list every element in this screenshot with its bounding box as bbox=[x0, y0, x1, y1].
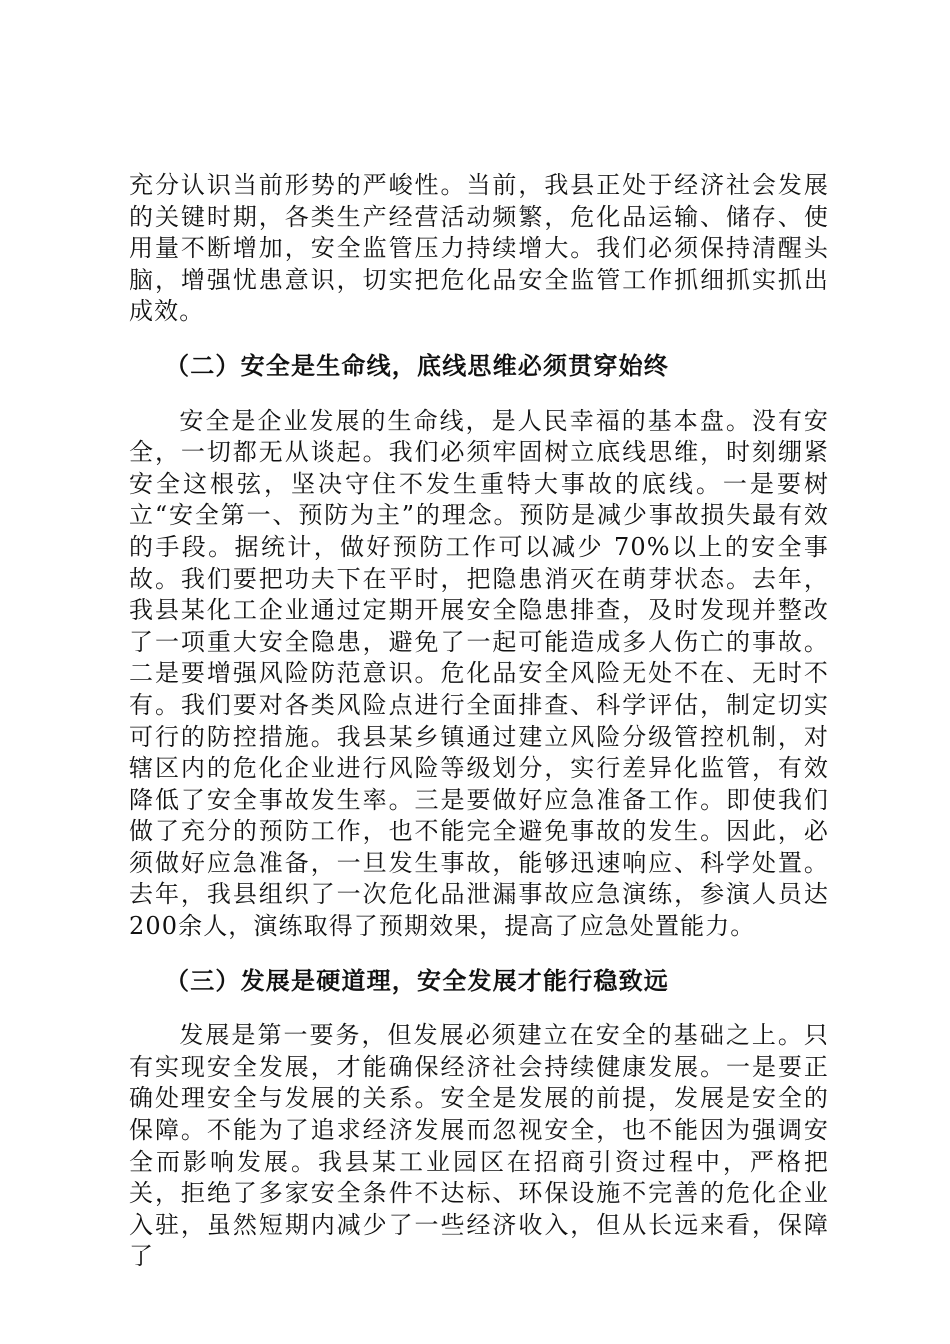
intro-paragraph: 充分认识当前形势的严峻性。当前，我县正处于经济社会发展的关键时期，各类生产经营活动频繁，危化品运输、储存、使用量不断增加，安全监管压力持续增大。我们必须保持清醒头脑，增强忧患意识，切实把危化品安全监管工作抓细抓实抓出成效。 bbox=[129, 171, 829, 326]
section-3-paragraph: 发展是第一要务，但发展必须建立在安全的基础之上。只有实现安全发展，才能确保经济社会持续健康发展。一是要正确处理安全与发展的关系。安全是发展的前提，发展是安全的保障。不能为了追求经济发展而忽视安全，也不能因为强调安全而影响发展。我县某工业园区在招商引资过程中，严格把关，拒绝了多家安全条件不达标、环保设施不完善的危化企业入驻，虽然短期内减少了一些经济收入，但从长远来看，保障了 bbox=[129, 1021, 829, 1271]
document-body bbox=[129, 170, 829, 1273]
section-3-heading: （三）发展是硬道理，安全发展才能行稳致远 bbox=[165, 966, 669, 995]
section-2-heading: （二）安全是生命线，底线思维必须贯穿始终 bbox=[165, 351, 669, 380]
section-2-paragraph: 安全是企业发展的生命线，是人民幸福的基本盘。没有安全，一切都无从谈起。我们必须牢固树立底线思维，时刻绷紧安全这根弦，坚决守住不发生重特大事故的底线。一是要树立“安全第一、预防为主”的理念。预防是减少事故损失最有效的手段。据统计，做好预防工作可以减少 70%以上的安全事故。我们要把功夫下在平时，把隐患消灭在萌芽状态。去年，我县某化工企业通过定期开展安全隐患排查，及时发现并整改了一项重大安全隐患，避免了一起可能造成多人伤亡的事故。二是要增强风险防范意识。危化品安全风险无处不在、无时不有。我们要对各类风险点进行全面排查、科学评估，制定切实可行的防控措施。我县某乡镇通过建立风险分级管控机制，对辖区内的危化企业进行风险等级划分，实行差异化监管，有效降低了安全事故发生率。三是要做好应急准备工作。即使我们做了充分的预防工作，也不能完全避免事故的发生。因此，必须做好应急准备，一旦发生事故，能够迅速响应、科学处置。去年，我县组织了一次危化品泄漏事故应急演练，参演人员达200余人，演练取得了预期效果，提高了应急处置能力。 bbox=[129, 406, 829, 941]
